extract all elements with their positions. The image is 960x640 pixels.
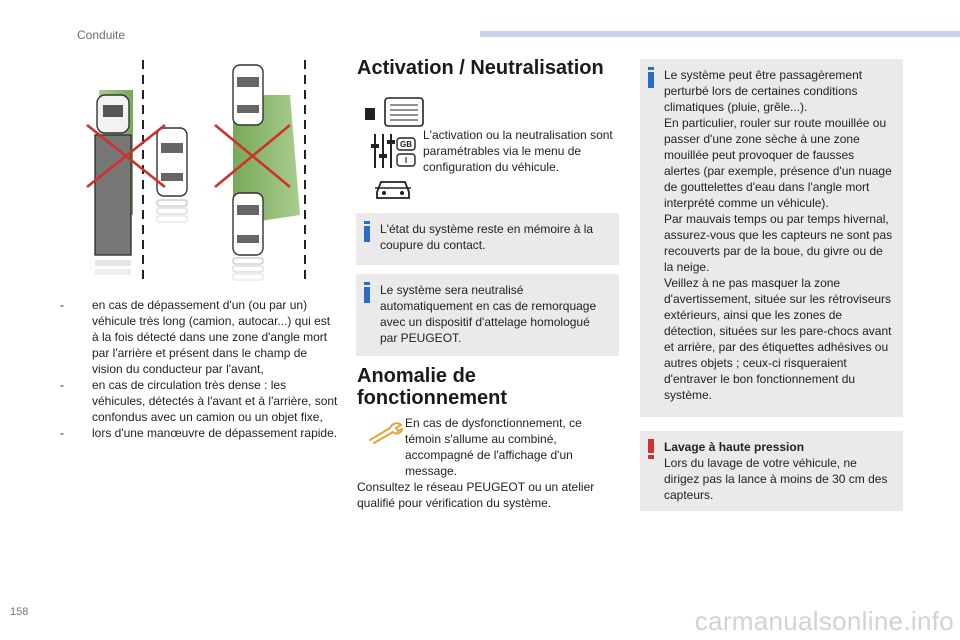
settings-sliders-icon [371,134,415,168]
limitations-list [60,297,340,441]
anomaly-title: Anomalie de fonctionnement [357,365,507,409]
list-dash: - [60,298,64,312]
touchscreen-icon [365,98,423,126]
list-item [60,297,340,377]
warning-text: Lors du lavage de votre véhicule, ne dirigez pas la lance à moins de 30 cm des capteurs. [664,456,888,502]
list-item [60,425,340,441]
icon-badge-i: I [404,156,408,165]
warning-content [664,431,903,513]
info-icon [648,67,654,88]
list-item-text: en cas de circulation très dense : les véhicules, détectés à l'avant et à l'arrière, sont confondus avec un camion ou un objet fixe, [92,378,338,424]
info-box-towing [356,274,619,356]
header-accent-bar [480,31,960,37]
list-dash: - [60,378,64,392]
list-dash: - [60,426,64,440]
info-text: Le système sera neutralisé automatiquement en cas de remorquage avec un dispositif d'attelage homologué par PEUGEOT. [380,283,597,345]
warning-title: Lavage à haute pression [664,440,805,454]
anomaly-advice: Consultez le réseau PEUGEOT ou un atelier qualifié pour vérification du système. [357,480,595,510]
truck-icon [95,95,131,275]
watermark: carmanualsonline.info [694,606,954,636]
info-icon [364,282,370,303]
car-icon [233,65,263,125]
info-text: L'état du système reste en mémoire à la coupure du contact. [380,222,594,252]
anomaly-description: En cas de dysfonctionnement, ce témoin s'allume au combiné, accompagné de l'affichage d'un message. [405,416,582,478]
activation-title: Activation / Neutralisation [357,57,604,79]
section-header: Conduite [77,28,126,42]
blind-spot-diagram [85,55,325,285]
info-box-memory [356,213,619,265]
info-text: Le système peut être passagèrement perturbé lors de certaines conditions climatiques (pluie, grêle...). En particulier, rouler sur route mouillée ou passer d'une zone sèche à une zone mouillée peut provoquer de fausses alertes (par exemple, présence d'un nuage de gouttelettes d'eau dans l'angle mort interprété comme un véhicule). Par mauvais temps ou par temps hivernal, assurez-vous que les capteurs ne sont pas recouverts par de la boue, du givre ou de la neige. Veillez à ne pas masquer la zone d'avertissement, située sur les rétroviseurs extérieurs, ainsi que les zones de détection, situées sur les pare-chocs avant et arrière, par des étiquettes adhésives ou autres objets ; ceux-ci risqueraient d'entraver le bon fonctionnement du système. [664,68,893,402]
activation-description: L'activation ou la neutralisation sont paramétrables via le menu de configuration du véhicule. [423,128,613,174]
list-item-text: en cas de dépassement d'un (ou par un) véhicule très long (camion, autocar...) qui est à la fois détecté dans une zone d'angle mort par l'arrière et présent dans le champ de vision du conducteur par l'avant, [92,298,331,376]
wrench-warning-icon [368,420,404,444]
car-front-icon [375,182,411,198]
info-box-disturbance [640,59,903,417]
list-item [60,377,340,425]
info-icon [364,221,370,242]
list-item-text: lors d'une manœuvre de dépassement rapide. [92,426,338,440]
config-menu-icons [365,96,425,206]
warning-box-washing [640,431,903,511]
warning-icon [648,439,654,459]
car-icon [157,128,187,222]
icon-badge-gb: GB [400,140,412,149]
page-number: 158 [10,606,29,618]
car-icon [233,193,263,280]
